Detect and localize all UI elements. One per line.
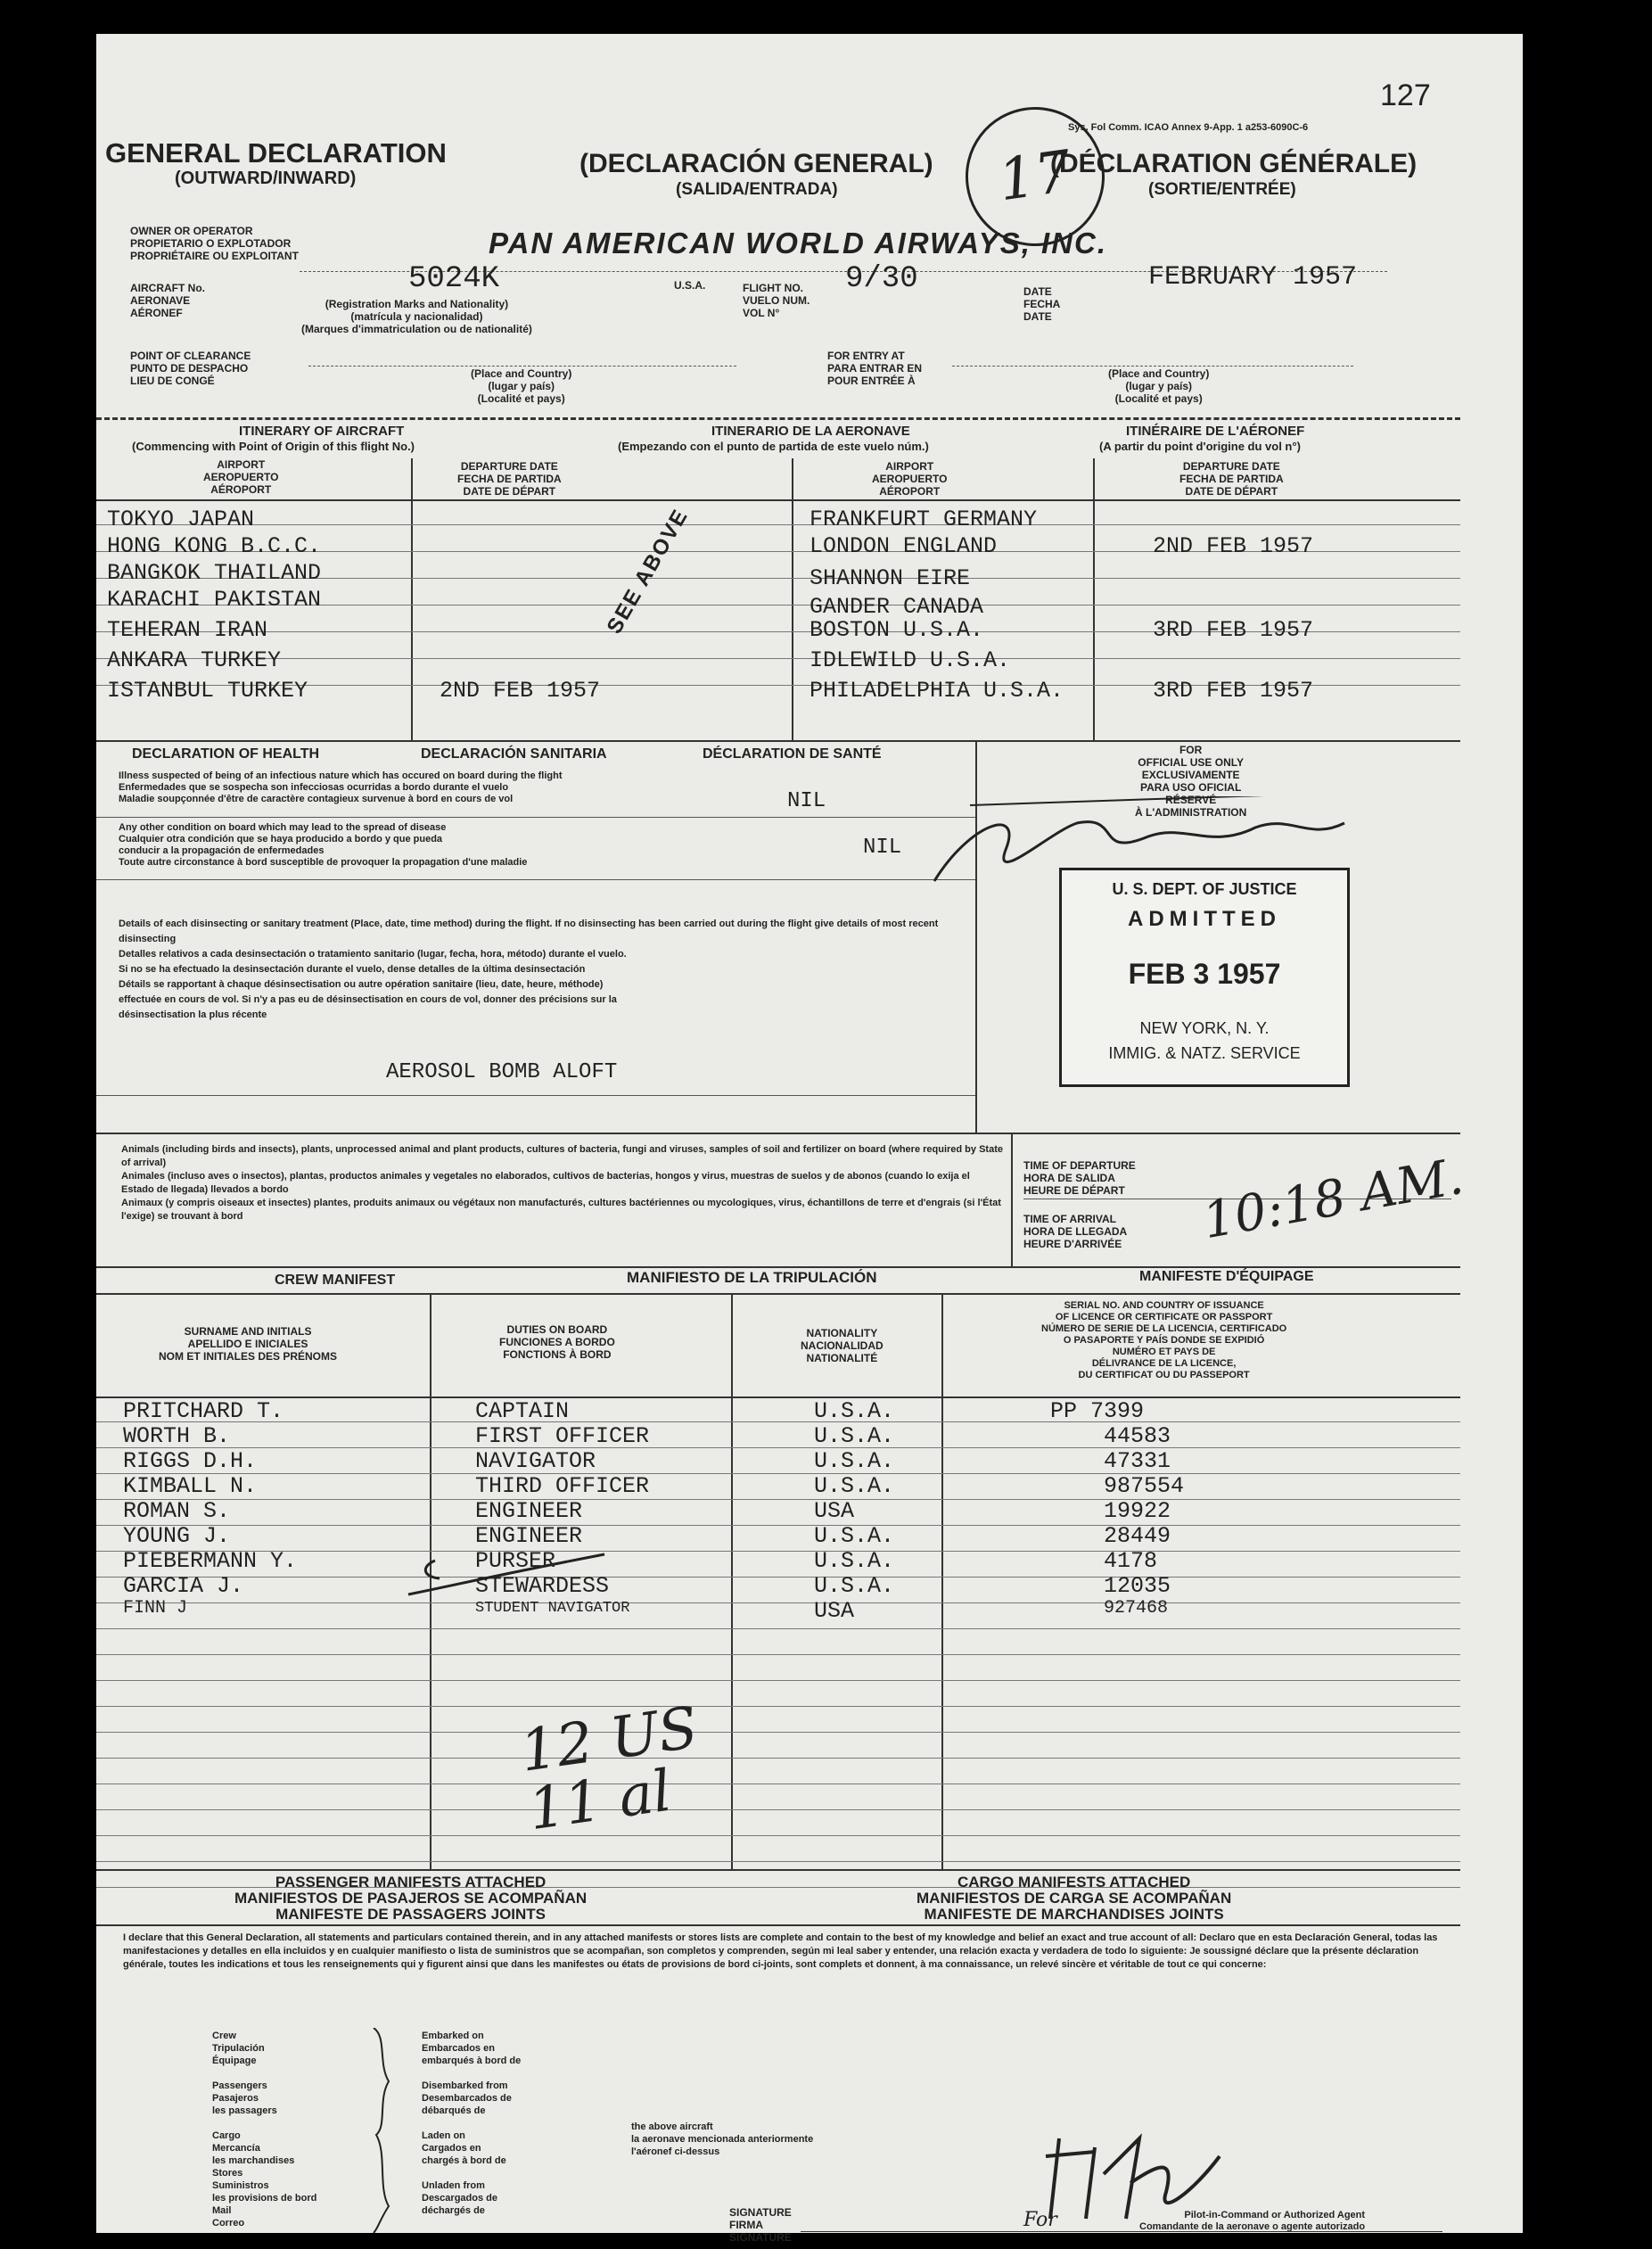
itinerary-col-airport-right: AIRPORT AEROPUERTO AÉROPORT [872, 460, 948, 498]
disinsect-rule [96, 1095, 975, 1096]
cargo-manifests: CARGO MANIFESTS ATTACHED MANIFIESTOS DE CARGA SE ACOMPAÑAN MANIFESTE DE MARCHANDISES JOINTS [916, 1874, 1232, 1923]
page-number: 127 [1380, 78, 1431, 112]
departure-time-label: TIME OF DEPARTURE HORA DE SALIDA HEURE DE DÉPART [1023, 1159, 1136, 1197]
signature-label: SIGNATURE FIRMA SIGNATURE [729, 2206, 792, 2244]
aircraft-value: 5024K [408, 262, 500, 296]
animals-text: Animals (including birds and insects), plants, unprocessed animal and plant products, cultures of bacteria, fungi and viruses, samples of soil and fertilizer on board (where required by State of arrival) Animales (incluso aves o insectos), plantas, productos animales y vegetales no elaborados, cultivos de bacterias, hongos y virus, muestras de suelos y de abonos (cuando lo exija el Estado de llegada) llevados a bordo Animaux (y compris oiseaux et insectes) plantes, produits animaux ou végétaux non manufacturés, cultures bactériennes ou mycologiques, virus, échantillons de terre et d'engrais (si l'État l'exige) se trouvant à bord [121, 1144, 1003, 1222]
health-title-en: DECLARATION OF HEALTH [132, 746, 320, 762]
declaration-categories: Crew Tripulación Équipage Passengers Pasajeros les passagers Cargo Mercancía les marchandises Stores Suministros les provisions de bord Mail Correo [212, 2031, 317, 2228]
declaration-form [96, 34, 1523, 2244]
diagonal-stamp: SEE ABOVE [602, 504, 694, 638]
crew-name-2: WORTH B. [123, 1423, 231, 1449]
stamp-line-4: NEW YORK, N. Y. [1139, 1019, 1270, 1037]
declaration-actions: Embarked on Embarcados en embarqués à bord de Disembarked from Desembarcados de débarqués de Laden on Cargados en chargés à bord de Unladen from Descargados de déchargés de [422, 2031, 522, 2216]
itinerary-col-date-left: DEPARTURE DATE FECHA DE PARTIDA DATE DE DÉPART [457, 460, 562, 498]
crew-name-7: PIEBERMANN Y. [123, 1548, 298, 1574]
itinerary-right-date-7: 3RD FEB 1957 [1153, 678, 1314, 704]
crew-title-es: MANIFIESTO DE LA TRIPULACIÓN [627, 1269, 877, 1286]
crew-lic-4: 987554 [1104, 1473, 1185, 1499]
itinerary-sub-en: (Commencing with Point of Origin of this flight No.) [132, 440, 415, 453]
crew-nat-8: U.S.A. [814, 1573, 895, 1599]
crew-col-nationality: NATIONALITY NACIONALIDAD NATIONALITÉ [801, 1327, 884, 1364]
form-reference: Sys. Fol Comm. ICAO Annex 9-App. 1 a253-6090C-6 [1068, 122, 1309, 133]
declaration-brace [369, 2028, 396, 2233]
crew-name-5: ROMAN S. [123, 1498, 231, 1524]
itinerary-sub-es: (Empezando con el punto de partida de este vuelo núm.) [618, 440, 929, 453]
itinerary-right-airport-1: FRANKFURT GERMANY [810, 507, 1038, 532]
crew-top-rule [96, 1266, 1460, 1268]
stamp-line-3: FEB 3 1957 [1128, 958, 1281, 990]
crew-name-1: PRITCHARD T. [123, 1398, 284, 1424]
crew-duty-5: ENGINEER [475, 1498, 583, 1524]
clearance-label: POINT OF CLEARANCE PUNTO DE DESPACHO LIEU DE CONGÉ [130, 350, 251, 387]
crew-duty-2: FIRST OFFICER [475, 1423, 650, 1449]
itinerary-col-airport-left: AIRPORT AEROPUERTO AÉROPORT [203, 458, 279, 496]
itinerary-left-airport-4: KARACHI PAKISTAN [107, 587, 322, 613]
title-fr-sub: (SORTIE/ENTRÉE) [1148, 180, 1296, 199]
title-fr: (DÉCLARATION GÉNÉRALE) [1050, 149, 1418, 178]
itinerary-left-airport-6: ANKARA TURKEY [107, 647, 282, 673]
illness-value: NIL [787, 789, 826, 813]
health-title-es: DECLARACIÓN SANITARIA [421, 746, 607, 762]
declaration-text: I declare that this General Declaration, all statements and particulars contained therein, and in any attached manifests or stores lists are complete and contain to the best of my knowledge and belief an exact and true account of all: Declaro que en esta Declaración General, todas las manifestaciones y detalles en ella incluidos y en cualquier manifiesto o lista de suministros que se acompañan, son completos y comprenden, según mi leal saber y entender, una relación exacta y verdadera de todo lo siguiente: Je soussigné déclare que la présente déclaration générale, toutes les indications et tous les renseignements qui y figurent ainsi que dans les manifestes ou états de provisions de bord ci-joints, sont complets et donnent, à ma connaissance, un relevé sincère et véritable de tout ce qui concerne: [123, 1932, 1438, 1970]
itinerary-right-airport-7: PHILADELPHIA U.S.A. [810, 678, 1064, 704]
crew-duty-9: STUDENT NAVIGATOR [475, 1600, 630, 1617]
itinerary-title-en: ITINERARY OF AIRCRAFT [239, 424, 405, 439]
itinerary-title-fr: ITINÉRAIRE DE L'AÉRONEF [1126, 424, 1305, 439]
crew-lic-8: 12035 [1104, 1573, 1171, 1599]
crew-duty-7: PURSER [475, 1548, 556, 1574]
crew-lic-7: 4178 [1104, 1548, 1158, 1574]
crew-lic-5: 19922 [1104, 1498, 1171, 1524]
date-label: DATE FECHA DATE [1023, 285, 1061, 323]
crew-col-name: SURNAME AND INITIALS APELLIDO E INICIALES NOM ET INITIALES DES PRÉNOMS [159, 1325, 338, 1363]
title-es: (DECLARACIÓN GENERAL) [579, 149, 933, 178]
itinerary-left-airport-3: BANGKOK THAILAND [107, 560, 322, 586]
arrival-time-value: 10:18 AM. [1198, 1147, 1468, 1251]
itinerary-bottom-rule [96, 740, 1460, 742]
admitted-stamp [1059, 868, 1350, 1087]
itinerary-right-airport-6: IDLEWILD U.S.A. [810, 647, 1011, 673]
title-es-sub: (SALIDA/ENTRADA) [676, 180, 838, 199]
aircraft-nationality: U.S.A. [674, 279, 706, 292]
crew-name-9: FINN J [123, 1598, 188, 1619]
stamp-line-2: ADMITTED [1128, 907, 1281, 931]
itinerary-right-airport-4: GANDER CANADA [810, 594, 984, 620]
entry-note: (Place and Country) (lugar y país) (Localité et pays) [1108, 367, 1210, 405]
itinerary-top-border [96, 417, 1460, 420]
animals-top-rule [96, 1133, 1460, 1134]
itinerary-right-airport-2: LONDON ENGLAND [810, 533, 998, 559]
crew-title-en: CREW MANIFEST [275, 1273, 396, 1288]
crew-nat-4: U.S.A. [814, 1473, 895, 1499]
itinerary-right-date-2: 2ND FEB 1957 [1153, 533, 1314, 559]
crew-duty-8: STEWARDESS [475, 1573, 610, 1599]
itinerary-header-rule [96, 499, 1460, 501]
itinerary-right-date-5: 3RD FEB 1957 [1153, 617, 1314, 643]
itinerary-right-airport-5: BOSTON U.S.A. [810, 617, 984, 643]
entry-line [952, 366, 1353, 367]
other-condition-text: Any other condition on board which may lead to the spread of disease Cualquier otra condición que se haya producido a bordo y que pueda conducir a la propagación de enfermedades Toute autre circonstance à bord susceptible de provoquer la propagation d'une maladie [119, 822, 528, 868]
crew-nat-6: U.S.A. [814, 1523, 895, 1549]
handwritten-circle: 17 [957, 98, 1114, 255]
itinerary-left-airport-5: TEHERAN IRAN [107, 617, 268, 643]
itinerary-left-airport-7: ISTANBUL TURKEY [107, 678, 308, 704]
crew-nat-9: USA [814, 1598, 855, 1624]
crew-duty-3: NAVIGATOR [475, 1448, 596, 1474]
other-condition-rule [96, 879, 975, 880]
flight-label: FLIGHT NO. VUELO NUM. VOL N° [743, 282, 810, 319]
disinsect-text: Details of each disinsecting or sanitary treatment (Place, date, time method) during the flight. If no disinsecting has been carried out during the flight give details of most recent disinsecting Detalles relativos a cada desinsectación o tratamiento sanitario (lugar, fecha, hora, método) durante el vuelo. Si no se ha efectuado la desinsectación durante el vuelo, dense detalles de la última desinsectación Détails se rapportant à chaque désinsectisation ou autre opération sanitaire (lieu, date, heure, méthode) effectuée en cours de vol. Si n'y a pas eu de désinsectisation en cours de vol, donner des précisions sur la désinsectisation la plus récente [119, 919, 939, 1020]
itinerary-left-airport-2: HONG KONG B.C.C. [107, 533, 322, 559]
animals-times-divider [1011, 1133, 1013, 1266]
other-condition-value: NIL [863, 836, 902, 860]
crew-nat-3: U.S.A. [814, 1448, 895, 1474]
crew-nat-2: U.S.A. [814, 1423, 895, 1449]
crew-nat-5: USA [814, 1498, 855, 1524]
illness-rule [96, 817, 975, 818]
crew-nat-7: U.S.A. [814, 1548, 895, 1574]
aircraft-label: AIRCRAFT No. AERONAVE AÉRONEF [130, 282, 205, 319]
title-en-sub: (OUTWARD/INWARD) [175, 169, 357, 188]
crew-col-licence: SERIAL NO. AND COUNTRY OF ISSUANCE OF LICENCE OR CERTIFICATE OR PASSPORT NÚMERO DE SERIE DE LA LICENCIA, CERTIFICADO O PASAPORTE Y PAÍS DONDE SE EXPIDIÓ NUMÉRO ET PAYS DE DÉLIVRANCE DE LA LICENCE, DU CERTIFICAT OU DU PASSEPORT [1041, 1300, 1287, 1380]
date-value: FEBRUARY 1957 [1148, 262, 1358, 292]
signature-for: For [1023, 2209, 1057, 2231]
crew-lic-3: 47331 [1104, 1448, 1171, 1474]
title-en: GENERAL DECLARATION [105, 137, 447, 169]
crew-handwritten-note: 12 US 11 al [516, 1694, 703, 1844]
stamp-line-1: U. S. DEPT. OF JUSTICE [1112, 880, 1297, 898]
health-title-fr: DÉCLARATION DE SANTÉ [703, 746, 882, 762]
crew-name-4: KIMBALL N. [123, 1473, 258, 1499]
crew-duty-4: THIRD OFFICER [475, 1473, 650, 1499]
crew-col-duties: DUTIES ON BOARD FUNCIONES A BORDO FONCTIONS À BORD [499, 1323, 615, 1361]
crew-name-3: RIGGS D.H. [123, 1448, 258, 1474]
crew-lic-1: PP 7399 [1050, 1398, 1145, 1424]
itinerary-right-airport-3: SHANNON EIRE [810, 565, 971, 591]
itinerary-sub-fr: (A partir du point d'origine du vol n°) [1099, 440, 1301, 453]
disinsect-value: AEROSOL BOMB ALOFT [386, 1060, 618, 1084]
crew-duty-6: ENGINEER [475, 1523, 583, 1549]
crew-bottom-rule [96, 1869, 1460, 1871]
itinerary-left-date-7: 2ND FEB 1957 [440, 678, 601, 704]
arrival-time-label: TIME OF ARRIVAL HORA DE LLEGADA HEURE D'ARRIVÉE [1023, 1213, 1128, 1250]
signature-caption: Pilot-in-Command or Authorized Agent Comandante de la aeronave o agente autorizado [1139, 2210, 1366, 2232]
crew-lic-6: 28449 [1104, 1523, 1171, 1549]
passenger-manifests: PASSENGER MANIFESTS ATTACHED MANIFIESTOS DE PASAJEROS SE ACOMPAÑAN MANIFESTE DE PASSAGERS JOINTS [234, 1874, 588, 1923]
itinerary-left-airport-1: TOKYO JAPAN [107, 507, 255, 532]
crew-lic-9: 927468 [1104, 1598, 1169, 1619]
owner-value: PAN AMERICAN WORLD AIRWAYS, INC. [489, 227, 1108, 260]
crew-header-rule [96, 1396, 1460, 1398]
itinerary-col-date-right: DEPARTURE DATE FECHA DE PARTIDA DATE DE DÉPART [1179, 460, 1284, 498]
crew-name-8: GARCIA J. [123, 1573, 244, 1599]
crew-title-fr: MANIFESTE D'ÉQUIPAGE [1139, 1269, 1314, 1284]
purser-scribble [399, 1550, 613, 1603]
owner-label: OWNER OR OPERATOR PROPIETARIO O EXPLOTADOR PROPRIÉTAIRE OU EXPLOITANT [130, 225, 299, 262]
crew-nat-1: U.S.A. [814, 1398, 895, 1424]
clearance-note: (Place and Country) (lugar y país) (Localité et pays) [471, 367, 572, 405]
declaration-aircraft-ref: the above aircraft la aeronave mencionada anteriormente l'aéronef ci-dessus [631, 2121, 814, 2157]
official-use-label: FOR OFFICIAL USE ONLY EXCLUSIVAMENTE PARA USO OFICIAL RÉSERVÉ À L'ADMINISTRATION [1135, 744, 1247, 819]
itinerary-title-es: ITINERARIO DE LA AERONAVE [711, 424, 910, 439]
crew-duty-1: CAPTAIN [475, 1398, 570, 1424]
crew-title-rule [96, 1293, 1460, 1295]
stamp-line-5: IMMIG. & NATZ. SERVICE [1108, 1044, 1301, 1062]
registration-note: (Registration Marks and Nationality) (matrícula y nacionalidad) (Marques d'immatriculation ou de nationalité) [301, 298, 532, 335]
manifests-bottom-rule [96, 1924, 1460, 1926]
clearance-line [308, 366, 736, 367]
flight-value: 9/30 [845, 262, 918, 296]
crew-name-6: YOUNG J. [123, 1523, 231, 1549]
entry-label: FOR ENTRY AT PARA ENTRAR EN POUR ENTRÉE À [827, 350, 923, 387]
crew-lic-2: 44583 [1104, 1423, 1171, 1449]
illness-text: Illness suspected of being of an infectious nature which has occured on board during the flight Enfermedades que se sospecha son infecciosas ocurridas a bordo durante el vuelo Maladie soupçonnée d'être de caractère contagieux survenue à bord en cours de vol [119, 770, 563, 804]
crew-rules [96, 1421, 1460, 1888]
